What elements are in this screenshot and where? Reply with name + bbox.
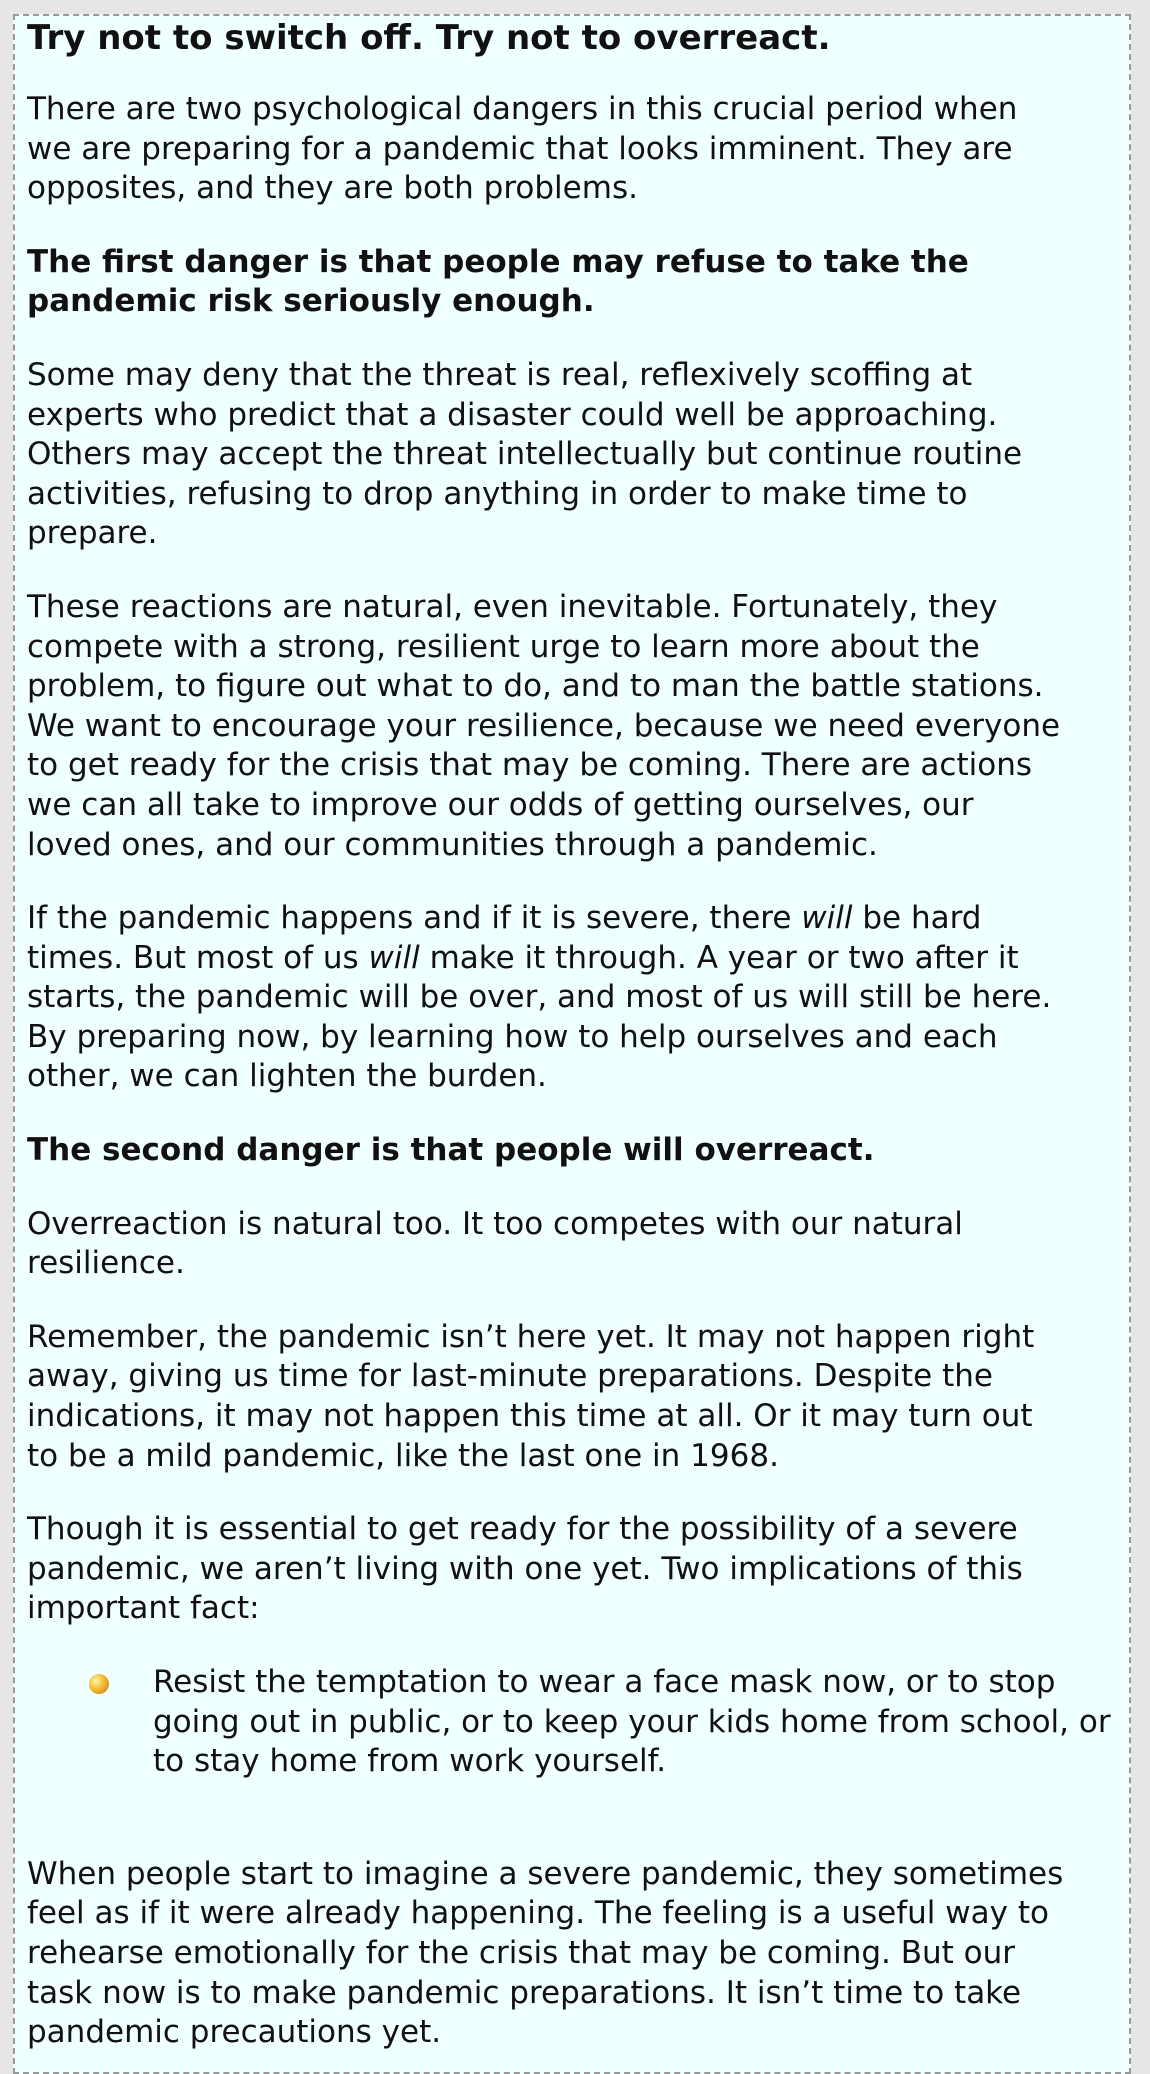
paragraph-overreaction: Overreaction is natural too. It too competes with our natural resilience. (27, 1205, 963, 1282)
emphasis-text: will (801, 900, 853, 937)
heading-first-danger: The first danger is that people may refuse to take the pandemic risk seriously enough. (27, 243, 969, 320)
heading-second-danger: The second danger is that people will overreact. (27, 1132, 875, 1169)
paragraph-imagine: When people start to imagine a severe pandemic, they sometimes feel as if it were already happening. The feeling is a useful way to rehearse emotionally for the crisis that may be coming. But our task now is to make pandemic preparations. It isn’t time to take pandemic precautions yet. (27, 1855, 1064, 2051)
paragraph-denial: Some may deny that the threat is real, reflexively scoffing at experts who predict that a disaster could well be approaching. Others may accept the threat intellectually but continue routine activities, refusing to drop anything in order to make time to prepare. (27, 356, 1023, 552)
bullet-text: Resist the temptation to wear a face mask now, or to stop going out in public, or to keep your kids home from school, or to stay home from work yourself. (153, 1664, 1111, 1780)
paragraph-text-segment: If the pandemic happens and if it is severe, there (27, 900, 802, 937)
paragraph-hard-times (27, 899, 1137, 1097)
paragraph-text-segment: be hard times. But most of us (27, 900, 982, 976)
article-content (27, 16, 1137, 2053)
list-item (27, 1663, 1137, 1782)
paragraph-not-here-yet: Remember, the pandemic isn’t here yet. It may not happen right away, giving us time for last-minute preparations. Despite the indications, it may not happen this time at all. Or it may turn out to be a mild pandemic, like the last one in 1968. (27, 1318, 1035, 1474)
paragraph-text-segment: make it through. A year or two after it starts, the pandemic will be over, and most of us will still be here. By preparing now, by learning how to help ourselves and each other, we can lighten the burden. (27, 939, 1052, 1095)
article-panel (13, 14, 1131, 2074)
paragraph-intro: There are two psychological dangers in this crucial period when we are preparing for a pandemic that looks imminent. They are opposites, and they are both problems. (27, 91, 1018, 207)
emphasis-text: will (368, 939, 420, 976)
bullet-icon (89, 1674, 109, 1694)
article-title: Try not to switch off. Try not to overreact. (27, 18, 831, 58)
paragraph-implications: Though it is essential to get ready for the possibility of a severe pandemic, we aren’t living with one yet. Two implications of this important fact: (27, 1511, 1023, 1627)
paragraph-reactions: These reactions are natural, even inevitable. Fortunately, they compete with a strong, resilient urge to learn more about the problem, to figure out what to do, and to man the battle stations. We want to encourage your resilience, because we need everyone to get ready for the crisis that may be coming. There are actions we can all take to improve our odds of getting ourselves, our loved ones, and our communities through a pandemic. (27, 588, 1061, 863)
